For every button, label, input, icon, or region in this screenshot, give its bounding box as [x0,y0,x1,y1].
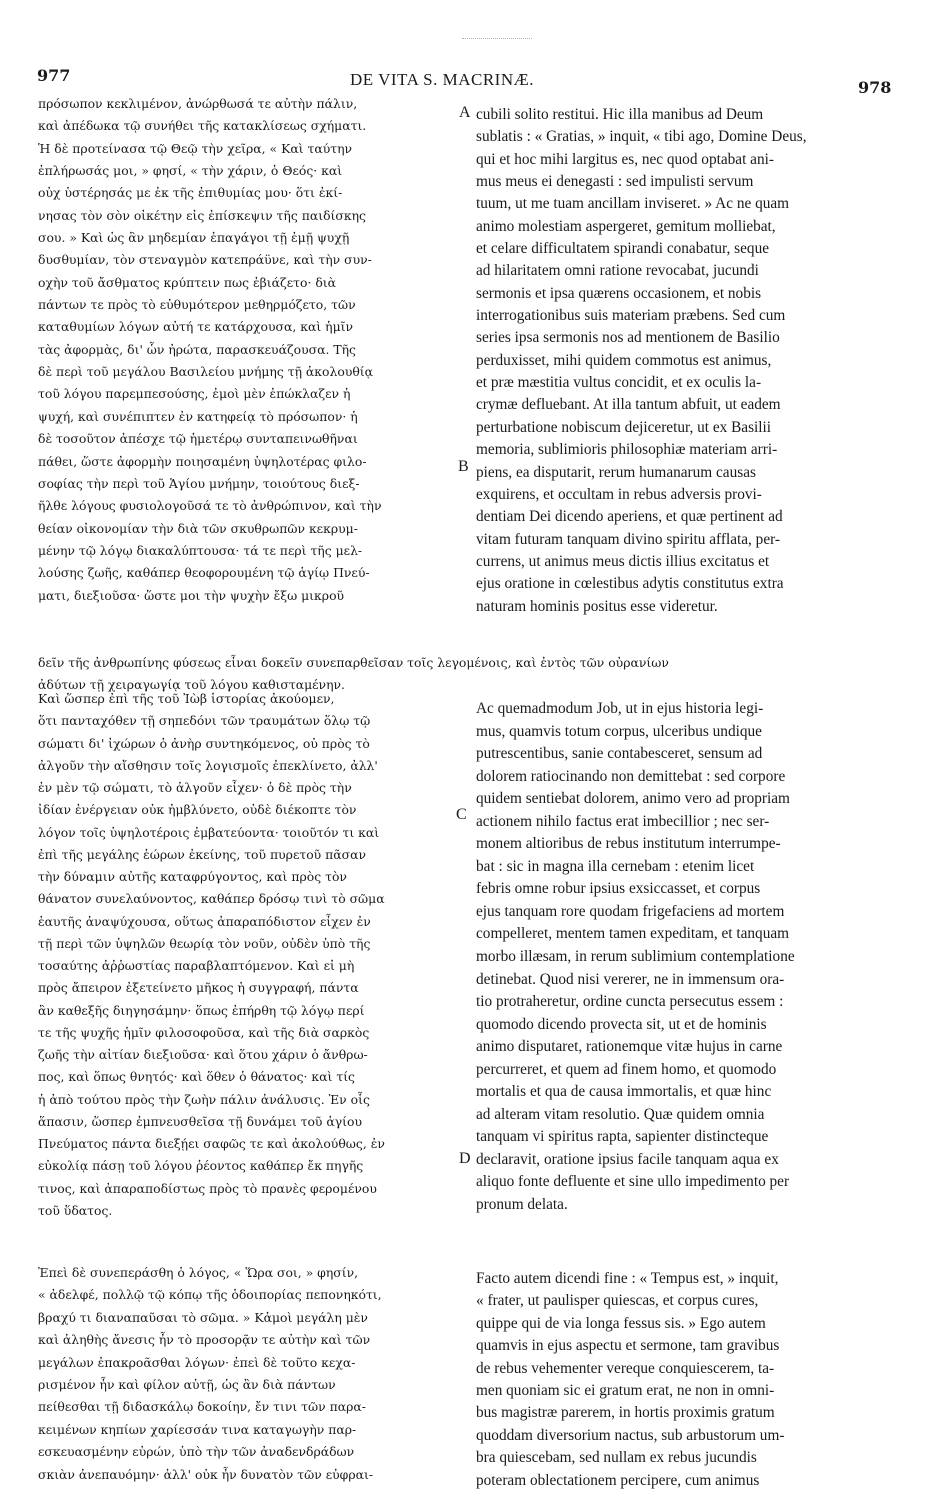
text-line: τε τῆς ψυχῆς ἡμῖν φιλοσοφοῦσα, καὶ τῆς διὰ σαρκὸς [38,1024,370,1040]
latin-column-block-1 [476,104,890,618]
text-line: Πνεύματος πάντα διεξῄει σαφῶς τε καὶ ἀκολούθως, ἐν [38,1136,385,1151]
text-line: ἀδύτων τῇ χειραγωγίᾳ τοῦ λόγου καθισταμένην. [38,677,345,692]
text-line: ψυχή, καὶ συνέπιπτεν ἐν κατηφείᾳ τὸ πρόσωπον· ἡ [38,408,358,424]
text-line: εσκευασμένην εὑρών, ὑπὸ τὴν τῶν ἀναδενδράδων [38,1444,355,1460]
text-line: bat : sic in magna illa cernebam : etenim licet [476,857,755,875]
text-line: cubili solito restitui. Hic illa manibus ad Deum [476,106,764,123]
text-line: de rebus vehementer vereque conquiescerem, ta- [476,1359,775,1377]
text-line: ρισμένον ἦν καὶ φίλον αὐτῇ, ὡς ἂν διὰ πάντων [38,1377,336,1393]
margin-letter-c: C [456,806,467,823]
text-line: ἑαυτῆς ἀναψύχουσα, οὕτως ἀπαραπόδιστον εἶχεν ἐν [38,913,371,929]
text-line: declaravit, oratione ipsius facile tanquam aqua ex [476,1150,779,1168]
text-line: bus magistræ parerem, in hortis proximis gratum [476,1404,775,1422]
text-line: πάθει, ὥστε ἀφορμὴν ποιησαμένη ὑψηλοτέρας φιλο- [38,453,367,469]
margin-letter-b: B [458,458,469,475]
text-line: ejus oratione in cœlestibus adytis constitutus extra [476,575,784,593]
text-line: ῆλθε λόγους φυσιολογοῦσά τε τὸ ἀνθρώπινον, καὶ τὴν [38,498,382,514]
text-line: vitam futuram tanquam divino spiritu afflata, per- [476,530,780,548]
text-line: βραχύ τι διαναπαῦσαι τὸ σῶμα. » Κἀμοὶ μεγάλη μὲν [38,1309,368,1325]
text-line: currens, ut animus meus dictis illius excitatus et [476,552,770,570]
text-line: σοφίας τὴν περὶ τοῦ Ἁγίου μνήμην, τοιούτους διεξ- [38,475,360,491]
text-line: σώματι δι' ἰχώρων ὁ ἀνὴρ συντηκόμενος, οὐ πρὸς τὸ [38,735,370,751]
text-line: τὴν δύναμιν αὐτῆς καταφρύγοντος, καὶ πρὸς τὸν [38,869,347,884]
text-line: « frater, ut paulisper quiescas, et corpus cures, [476,1292,759,1310]
text-line: quomodo dicendo provecta sit, ut et de hominis [476,1015,767,1033]
text-line: piens, ea disputarit, rerum humanarum causas [476,463,756,481]
text-line: μεγάλων ἐπακροᾶσθαι λόγων· ἐπεὶ δὲ τοῦτο κεχα- [38,1354,356,1370]
page-number-right: 978 [858,78,892,97]
text-line: δὲ τοσοῦτον ἀπέσχε τῷ ἡμετέρῳ συνταπεινωθῆναι [38,431,358,447]
text-line: θάνατον συνελαύνοντος, καθάπερ δρόσῳ τινὶ τὸ σῶμα [38,891,385,907]
text-line: πος, καὶ ὅπως θνητός· καὶ ὅθεν ὁ θάνατος· καὶ τίς [38,1069,355,1085]
margin-letter-d: D [459,1150,471,1167]
text-line: quoddam diversorium nactus, sub arbustorum um- [476,1426,785,1444]
text-line: τῇ περὶ τῶν ὑψηλῶν θεωρίᾳ τὸν νοῦν, οὐδὲν ὑπὸ τῆς [38,935,371,951]
text-line: δὲ περὶ τοῦ μεγάλου Βασιλείου μνήμης τῇ ἀκολουθίᾳ [38,364,374,380]
greek-column-block-2 [38,688,458,1222]
text-line: πρὸς ἄπειρον ἐξετείνετο μῆκος ἡ συγγραφή, πάντα [38,980,359,996]
text-line: εὐκολίᾳ πάσῃ τοῦ λόγου ῥέοντος καθάπερ ἔκ πηγῆς [38,1158,364,1174]
text-line: τοῦ ὕδατος. [38,1202,113,1218]
text-line: κειμένων κηπίων χαρίεσσάν τινα καταγωγὴν παρ- [38,1421,357,1437]
greek-column-block-1 [38,93,458,607]
margin-letter-a: A [459,104,471,121]
text-line: ad alteram vitam resolutio. Quæ quidem omnia [476,1105,765,1123]
text-line: οχὴν τοῦ ἄσθματος κρύπτειν πως ἐβιάζετο· διὰ [38,274,337,290]
text-line: μένην τῷ λόγῳ διακαλύπτουσα· τά τε περὶ τῆς μελ- [38,542,363,558]
text-line: ἐπὶ τῆς μεγάλης ἑώρων ἐκείνης, τοῦ πυρετοῦ πᾶσαν [38,846,367,862]
text-line: Ac quemadmodum Job, ut in ejus historia legi- [476,700,764,717]
text-line: δυσθυμίαν, τὸν στεναγμὸν κατεπράϋνε, καὶ τὴν συν- [38,252,372,268]
text-line: quippe qui de via longa fessus sis. » Ego autem [476,1314,766,1332]
text-line: mortalis et qua de causa immortalis, et quæ hinc [476,1083,772,1101]
text-line: « ἀδελφέ, πολλῷ τῷ κόπῳ τῆς ὁδοιπορίας πεπονηκότι, [38,1287,382,1303]
text-line: et præ mæstitia vultus concidit, et ex oculis la- [476,374,762,392]
text-line: interrogationibus suis materiam præbens. Sed cum [476,307,786,325]
text-line: σου. » Καὶ ὡς ἂν μηδεμίαν ἐπαγάγοι τῇ ἐμῇ ψυχῇ [38,230,350,246]
text-line: πρόσωπον κεκλιμένον, ἀνώρθωσά τε αὐτὴν πάλιν, [38,96,358,111]
text-line: δεῖν τῆς ἀνθρωπίνης φύσεως εἶναι δοκεῖν συνεπαρθεῖσαν τοῖς λεγομένοις, καὶ ἐντὸς τῶν οὐρανίων [38,655,669,670]
text-line: memoria, sublimioris philosophiæ materiam arri- [476,441,778,459]
text-line: καὶ ἀπέδωκα τῷ συνήθει τῆς κατακλίσεως σχήματι. [38,118,367,134]
text-line: ματι, διεξιοῦσα· ὥστε μοι τὴν ψυχὴν ἔξω μικροῦ [38,587,345,603]
text-line: dentiam Dei dicendo aperiens, et quæ pertinent ad [476,508,783,526]
text-line: λούσης ζωῆς, καθάπερ θεοφορουμένη τῷ ἁγίῳ Πνεύ- [38,565,370,581]
latin-column-block-3 [476,1268,890,1492]
text-line: Καὶ ὥσπερ ἐπὶ τῆς τοῦ Ἰὼβ ἱστορίας ἀκούομεν, [38,691,335,706]
text-line: ὅτι πανταχόθεν τῇ σηπεδόνι τῶν τραυμάτων ὅλῳ τῷ [38,713,371,729]
text-line: tio protraheretur, ordine cuncta persecutus essem : [476,993,784,1011]
text-line: τινος, καὶ ἀπαραποδίστως πρὸς τὸ πρανὲς φερομένου [38,1180,377,1196]
text-line: poteram oblectationem percipere, cum animus [476,1471,760,1489]
text-line: perduxisset, mihi quidem commotus est animus, [476,351,772,369]
text-line: animo molestiam aspergeret, gemitum molliebat, [476,217,776,235]
text-line: ἡ ἀπὸ τούτου πρὸς τὴν ζωὴν πάλιν ἀνάλυσις. Ἐν οἷς [38,1091,370,1107]
text-line: pronum delata. [476,1196,568,1214]
text-line: ἅπασιν, ὥσπερ ἐμπνευσθεῖσα τῇ δυνάμει τοῦ ἁγίου [38,1113,363,1129]
text-line: qui et hoc mihi largitus es, nec quod optabat ani- [476,150,774,168]
text-line: perturbatione nobiscum dejiceretur, ut ex Basilii [476,418,772,436]
text-line: καὶ ἀληθὴς ἄνεσις ἦν τὸ προσορᾷν τε αὐτὴν καὶ τῶν [38,1332,371,1348]
text-line: ἂν καθεξῆς διηγησάμην· ὅπως ἐπήρθη τῷ λόγῳ περί [38,1002,365,1018]
text-line: Ἐπεὶ δὲ συνεπεράσθη ὁ λόγος, « Ὥρα σοι, » φησίν, [38,1265,359,1280]
text-line: percurreret, et quem ad finem homo, et quomodo [476,1060,777,1078]
latin-column-block-2 [476,698,890,1217]
text-line: febris omne robur ipsius exsiccasset, et corpus [476,880,761,898]
text-line: ἀλγοῦν τὴν αἴσθησιν τοῖς λογισμοῖς ἐπεκλίνετο, ἀλλ' [38,757,378,773]
text-line: νησας τὸν σὸν οἰκέτην εἰς ἐπίσκεψιν τῆς παιδίσκης [38,207,366,223]
text-line: οὐχ ὑστέρησάς με ἐκ τῆς ἐπιθυμίας μου· ὅτι ἐκί- [38,185,343,201]
page-header [0,66,925,96]
text-line: putrescentibus, sanie contabesceret, sensum ad [476,745,763,763]
text-line: τὰς ἀφορμὰς, δι' ὧν ἠρώτα, παρασκευάζουσα. Τῆς [38,341,356,357]
text-line: actionem nihilo factus erat imbecillior ; nec ser- [476,812,770,830]
text-line: naturam hominis positus esse videretur. [476,597,718,615]
text-line: morbo illæsam, in rerum sublimium contemplatione [476,948,795,966]
text-line: θείαν οἰκονομίαν τὴν διὰ τῶν σκυθρωπῶν κεκρυμ- [38,520,358,536]
text-line: aliquo fonte defluente et sine ullo impedimento per [476,1173,790,1191]
text-line: crymæ defluebant. At illa tantum abfuit, ut eadem [476,396,781,414]
text-line: dolorem ratiocinando non demittebat : sed corpore [476,767,786,785]
text-line: ad hilaritatem omni ratione revocabat, jucundi [476,262,759,280]
text-line: compelleret, mentem tamen expeditam, et tanquam [476,925,790,943]
text-line: sermonis et ipsa quærens occasionem, et nobis [476,284,762,302]
page-number-left: 977 [37,66,71,85]
text-line: ἐν μὲν τῷ σώματι, τὸ ἀλγοῦν εἶχεν· ὁ δὲ πρὸς τὴν [38,780,352,795]
text-line: σκιὰν ἀνεπαυόμην· ἀλλ' οὐκ ἦν δυνατὸν τῶν εὐφραι- [38,1466,374,1482]
text-line: πείθεσθαι τῇ διδασκάλῳ δοκοίην, ἔν τινι τῶν παρα- [38,1399,366,1415]
text-line: men quoniam sic ei gratum erat, ne non in omni- [476,1382,775,1400]
text-line: λόγον τοῖς ὑψηλοτέροις ἐμβατεύοντα· τοιοῦτόν τι καὶ [38,824,380,840]
text-line: quamvis in ejus aspectu et sermone, tam gravibus [476,1337,780,1355]
text-line: καταθυμίων λόγων αὐτή τε κατάρχουσα, καὶ ἡμῖν [38,319,354,335]
text-line: mus, quamvis totum corpus, ulceribus undique [476,722,762,740]
text-line: exquirens, et occultam in rebus adversis provi- [476,485,762,503]
greek-column-block-3 [38,1262,458,1486]
text-line: ἐπλήρωσάς μοι, » φησί, « τὴν χάριν, ὁ Θεός· καὶ [38,163,343,179]
text-line: πάντων τε πρὸς τὸ εὐθυμότερον μεθηρμόζετο, τῶν [38,297,356,313]
text-line: quidem sentiebat dolorem, animo vero ad propriam [476,790,790,808]
text-line: Facto autem dicendi fine : « Tempus est, » inquit, [476,1270,779,1287]
text-line: ejus tanquam rore quodam frigefaciens ad mortem [476,902,785,920]
text-line: animo disputaret, rationemque vitæ hujus in carne [476,1038,783,1056]
text-line: Ἡ δὲ προτείνασα τῷ Θεῷ τὴν χεῖρα, « Καὶ ταύτην [38,140,353,156]
text-line: τοῦ λόγου παρεμπεσούσης, ἐμοὶ μὲν ἐπώκλαζεν ἡ [38,386,351,402]
text-line: ἰδίαν ἐνέργειαν οὐκ ἠμβλύνετο, οὐδὲ διέκοπτε τὸν [38,802,357,818]
text-line: detinebat. Quod nisi vererer, ne in immensum ora- [476,970,785,988]
text-line: et celare difficultatem spirandi conabatur, seque [476,240,770,258]
running-title: DE VITA S. MACRINÆ. [350,70,534,89]
top-scan-mark [462,38,532,41]
text-line: τοσαύτης ἀῤῥωστίας παραβλαπτόμενον. Καὶ εἰ μὴ [38,958,355,973]
text-line: bra quiescebam, sed nullam ex rebus jucundis [476,1449,757,1467]
text-line: sublatis : « Gratias, » inquit, « tibi ago, Domine Deus, [476,128,807,146]
text-line: ζωῆς τὴν αἰτίαν διεξιοῦσα· καὶ ὅτου χάριν ὁ ἄνθρω- [38,1047,368,1062]
text-line: series ipsa sermonis nos ad mentionem de Basilio [476,329,780,347]
text-line: mus meus ei denegasti : sed impulisti servum [476,173,754,191]
text-line: monem altioribus de rebus institutum interrumpe- [476,835,781,853]
text-line: tuum, ut me tuam ancillam inviseret. » Ac ne quam [476,195,790,213]
text-line: tanquam vi spiritus rapta, sapienter distincteque [476,1128,769,1146]
